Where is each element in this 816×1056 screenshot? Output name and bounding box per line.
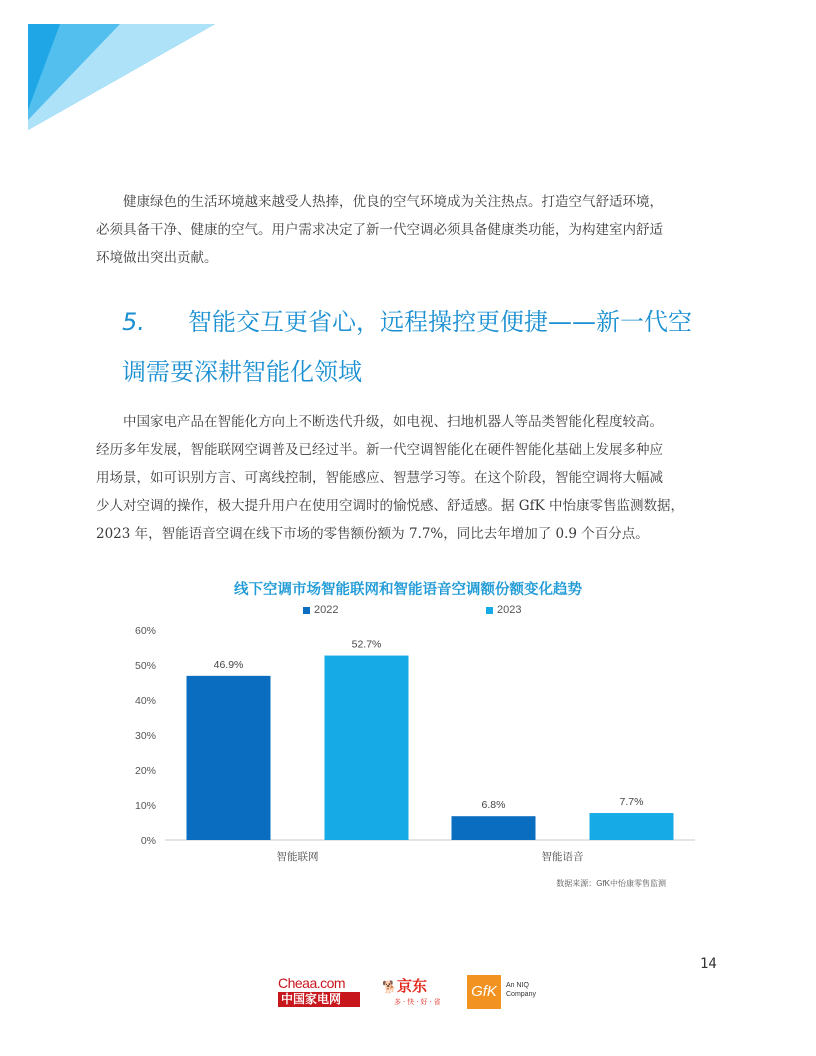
bar — [187, 676, 271, 840]
paragraph-line: 健康绿色的生活环境越来越受人热捧，优良的空气环境成为关注热点。打造空气舒适环境， — [123, 194, 663, 210]
y-tick-label: 60% — [134, 625, 156, 637]
bar — [452, 816, 536, 840]
paragraph-smart — [96, 408, 736, 548]
paragraph-line: 少人对空调的操作，极大提升用户在使用空调时的愉悦感、舒适感。据 GfK 中怡康零售监测数据， — [96, 498, 684, 514]
y-tick-label: 50% — [134, 660, 156, 672]
heading-line: 调需要深耕智能化领域 — [122, 358, 362, 386]
corner-decoration — [0, 0, 230, 140]
niq-tagline — [506, 981, 566, 999]
y-tick-label: 40% — [134, 695, 156, 707]
jd-logo-mark: 🐕京东 — [382, 977, 427, 995]
heading-line: 智能交互更省心，远程操控更便捷——新一代空 — [188, 308, 692, 336]
chart-title: 线下空调市场智能联网和智能语音空调额份额变化趋势 — [234, 582, 582, 598]
paragraph-line: 经历多年发展，智能联网空调普及已经过半。新一代空调智能化在硬件智能化基础上发展多种应 — [96, 442, 663, 458]
jd-dog-icon: 🐕 — [382, 980, 397, 994]
cheaa-logo — [278, 975, 360, 1007]
bar — [325, 656, 409, 840]
data-label: 52.7% — [351, 638, 382, 651]
bar-chart — [120, 620, 710, 870]
paragraph-line: 必须具备干净、健康的空气。用户需求决定了新一代空调必须具备健康类功能，为构建室内舒适 — [96, 222, 663, 238]
cheaa-logo-en: Cheaa.com — [278, 975, 346, 991]
y-tick-label: 20% — [134, 765, 156, 777]
legend-item-2023 — [486, 604, 521, 616]
niq-line: An NIQ — [506, 982, 529, 989]
data-source: 数据来源：GfK中怡康零售监测 — [556, 879, 666, 888]
niq-line: Company — [506, 991, 536, 998]
paragraph-line: 用场景，如可识别方言、可离线控制，智能感应、智慧学习等。在这个阶段，智能空调将大幅减 — [96, 470, 663, 486]
legend-item-2022 — [303, 604, 338, 616]
gfk-logo: GfK — [467, 975, 501, 1009]
jd-logo — [382, 977, 452, 1008]
y-tick-label: 30% — [134, 730, 156, 742]
section-number: 5. — [122, 308, 145, 336]
legend-label: 2023 — [497, 604, 522, 616]
x-tick-label: 智能语音 — [541, 851, 584, 863]
x-tick-label: 智能联网 — [276, 851, 319, 863]
paragraph-line: 环境做出突出贡献。 — [96, 250, 218, 266]
paragraph-line: 2023 年，智能语音空调在线下市场的零售额份额为 7.7%，同比去年增加了 0.9 个百分点。 — [96, 526, 649, 542]
data-label: 6.8% — [481, 799, 506, 812]
data-label: 46.9% — [213, 658, 244, 671]
y-tick-label: 0% — [140, 835, 156, 847]
page-number: 14 — [700, 956, 717, 972]
bar — [590, 813, 674, 840]
paragraph-health — [96, 188, 736, 272]
cheaa-logo-cn: 中国家电网 — [278, 992, 360, 1007]
data-label: 7.7% — [619, 796, 644, 809]
y-tick-label: 10% — [134, 800, 156, 812]
legend-label: 2022 — [314, 604, 339, 616]
legend-swatch — [303, 607, 310, 614]
jd-slogan: 多·快·好·省 — [394, 998, 443, 1006]
paragraph-line: 中国家电产品在智能化方向上不断迭代升级，如电视、扫地机器人等品类智能化程度较高。 — [123, 414, 663, 430]
legend-swatch — [486, 607, 493, 614]
section-heading — [122, 297, 742, 397]
